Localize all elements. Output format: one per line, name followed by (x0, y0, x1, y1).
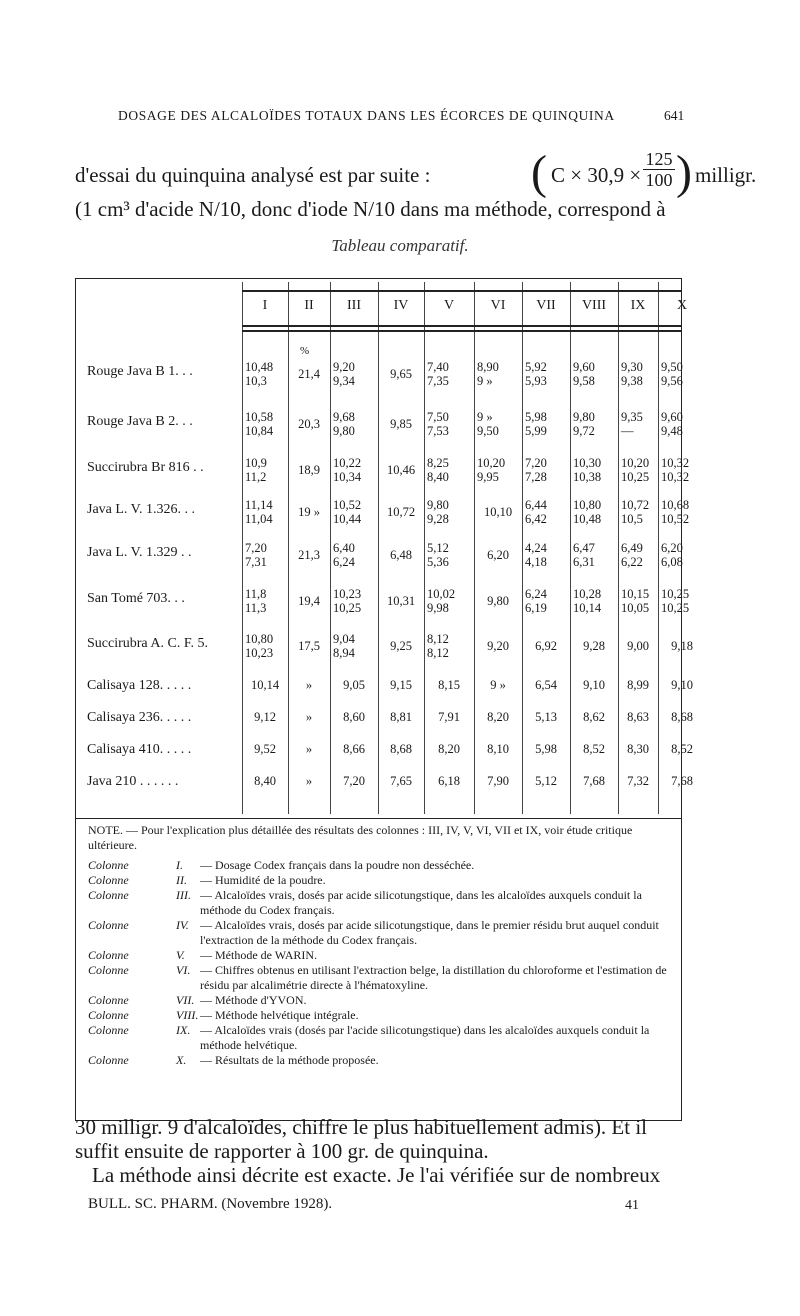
row-label: Succirubra A. C. F. 5. (87, 636, 208, 651)
table-cell-value: 8,12 (427, 646, 449, 660)
table-cell: 8,68 (671, 710, 693, 724)
table-cell-pair (661, 498, 705, 526)
fraction-denominator: 100 (645, 170, 673, 190)
table-cell-pair (245, 632, 287, 660)
table-cell-pair (573, 456, 617, 484)
table-cell-value: 10,68 (661, 498, 690, 512)
table-cell-pair (525, 410, 569, 438)
legend-desc: — Alcaloïdes vrais, dosés par acide silicotungstique, dans le premier résidu brut auquel conduit l'extraction de la méthode du Codex français. (200, 918, 659, 947)
row-label: Rouge Java B 1. . . (87, 364, 193, 379)
column-rule (330, 282, 331, 814)
table-cell-pair (661, 456, 705, 484)
table-cell-value: 10,48 (245, 360, 274, 374)
table-cell: 8,15 (438, 678, 460, 692)
legend-num: VII. (176, 993, 195, 1007)
table-cell-value: 11,04 (245, 512, 273, 526)
table-cell-value: 9,60 (573, 360, 595, 374)
right-paren: ) (676, 146, 692, 199)
table-cell-value: 10,3 (245, 374, 267, 388)
table-cell-value: 10,02 (427, 587, 456, 601)
table-cell-value: 10,72 (621, 498, 650, 512)
table-cell-pair (661, 541, 705, 569)
table-cell-value: 10,28 (573, 587, 602, 601)
table-cell-pair (427, 632, 473, 660)
table-cell-pair (427, 456, 473, 484)
table-cell: » (305, 678, 313, 692)
table-cell-value: 9 » (477, 410, 493, 424)
table-cell-value: 8,12 (427, 632, 449, 646)
table-cell-value: 8,94 (333, 646, 355, 660)
table-cell-value: 10,52 (333, 498, 362, 512)
table-cell: 9,18 (671, 639, 693, 653)
table-cell-value: 10,25 (661, 601, 690, 615)
table-cell: 7,65 (390, 774, 412, 788)
table-cell-value: 5,93 (525, 374, 547, 388)
legend-col: Colonne (88, 1023, 129, 1037)
column-rule (570, 282, 571, 814)
column-header: VIII (581, 298, 607, 313)
table-cell: 8,10 (487, 742, 509, 756)
table-cell-value: 9,72 (573, 424, 595, 438)
table-cell-value: 5,92 (525, 360, 547, 374)
table-cell: 8,99 (627, 678, 649, 692)
column-rule (242, 282, 243, 814)
table-cell-pair (333, 360, 377, 388)
column-header: III (347, 298, 361, 313)
table-cell-value: 6,24 (333, 555, 355, 569)
table-cell-value: 10,25 (333, 601, 362, 615)
column-header: IX (630, 298, 646, 313)
table-cell: » (305, 710, 313, 724)
table-cell: 8,81 (390, 710, 412, 724)
table-cell-value: 9,20 (333, 360, 355, 374)
table-cell: 8,66 (343, 742, 365, 756)
table-note: NOTE. — Pour l'explication plus détaillée des résultats des colonnes : III, IV, V, VI, VII et IX, voir étude critique ultérieure. (88, 823, 633, 852)
table-cell: 8,40 (254, 774, 276, 788)
legend-num: X. (176, 1053, 187, 1067)
column-header: V (443, 298, 455, 313)
table-cell-value: 6,19 (525, 601, 547, 615)
page-number: 641 (664, 108, 685, 123)
table-cell-value: 10,20 (477, 456, 506, 470)
table-cell-value: 10,38 (573, 470, 602, 484)
legend-desc: — Résultats de la méthode proposée. (200, 1053, 379, 1067)
table-cell-value: 5,36 (427, 555, 449, 569)
table-cell-pair (477, 410, 521, 438)
legend-col: Colonne (88, 1053, 129, 1067)
table-cell-value: 6,22 (621, 555, 643, 569)
table-cell-value: 11,3 (245, 601, 267, 615)
table-cell-value: 10,58 (245, 410, 274, 424)
body-line-2: suffit ensuite de rapporter à 100 gr. de quinquina. (75, 1139, 489, 1163)
table-cell-value: 9,50 (477, 424, 499, 438)
table-cell: 18,9 (298, 463, 320, 477)
legend-desc: — Méthode helvétique intégrale. (200, 1008, 359, 1022)
table-cell-value: 10,23 (245, 646, 274, 660)
table-cell: 21,3 (298, 548, 320, 562)
table-cell: 7,68 (671, 774, 693, 788)
header-rule (242, 325, 682, 327)
table-cell: » (305, 742, 313, 756)
table-cell-value: 6,40 (333, 541, 355, 555)
row-label: Rouge Java B 2. . . (87, 414, 193, 429)
table-cell: 10,72 (386, 505, 416, 519)
table-cell-value: 9,48 (661, 424, 683, 438)
table-cell-pair (245, 360, 287, 388)
table-cell-pair (427, 541, 473, 569)
table-cell-pair (477, 456, 521, 484)
legend-desc: — Alcaloïdes vrais (dosés par l'acide silicotungstique) dans les alcaloïdes auxquels conduit la méthode helvétique. (200, 1023, 650, 1052)
table-cell-value: — (621, 424, 634, 438)
column-header: X (676, 298, 688, 313)
table-cell: 17,5 (298, 639, 320, 653)
legend-num: V. (176, 948, 185, 962)
table-cell-pair (477, 360, 521, 388)
row-label: Calisaya 128. . . . . (87, 678, 192, 693)
table-cell-pair (525, 498, 569, 526)
table-cell-value: 10,25 (661, 587, 690, 601)
column-rule (522, 282, 523, 814)
legend-col: Colonne (88, 948, 129, 962)
column-header: VII (536, 298, 556, 313)
table-cell-pair (333, 410, 377, 438)
table-cell: 8,52 (671, 742, 693, 756)
legend-desc: — Méthode de WARIN. (200, 948, 318, 962)
table-cell-value: 9 » (477, 374, 493, 388)
table-cell: 21,4 (298, 367, 320, 381)
table-cell-value: 10,52 (661, 512, 690, 526)
legend-col: Colonne (88, 1008, 129, 1022)
table-cell: 8,20 (487, 710, 509, 724)
table-caption: Tableau comparatif. (331, 236, 469, 255)
table-cell: 9,52 (254, 742, 276, 756)
legend-desc: — Chiffres obtenus en utilisant l'extraction belge, la distillation du chloroforme et l'estimation de résidu par alcalimétrie directe à l'hématoxyline. (200, 963, 667, 992)
table-cell-value: 5,99 (525, 424, 547, 438)
table-cell-value: 7,20 (525, 456, 547, 470)
table-cell-value: 10,25 (621, 470, 650, 484)
table-cell-pair (245, 410, 287, 438)
table-cell: 9 » (490, 678, 506, 692)
table-cell-value: 10,32 (661, 456, 690, 470)
legend-col: Colonne (88, 873, 129, 887)
table-cell-value: 6,31 (573, 555, 595, 569)
table-cell-value: 10,9 (245, 456, 267, 470)
intro-line-2: (1 cm³ d'acide N/10, donc d'iode N/10 dans ma méthode, correspond à (75, 197, 666, 221)
running-header: DOSAGE DES ALCALOÏDES TOTAUX DANS LES ÉCORCES DE QUINQUINA (118, 108, 615, 123)
table-cell-pair (525, 541, 569, 569)
row-label: Java L. V. 1.326. . . (87, 502, 195, 517)
table-cell: 9,25 (390, 639, 412, 653)
table-cell-value: 5,12 (427, 541, 449, 555)
legend-col: Colonne (88, 918, 129, 932)
table-cell: 7,32 (627, 774, 649, 788)
table-cell: 9,15 (390, 678, 412, 692)
table-cell: 6,18 (438, 774, 460, 788)
table-cell-value: 7,28 (525, 470, 547, 484)
table-cell: 8,52 (583, 742, 605, 756)
table-cell-value: 9,80 (427, 498, 449, 512)
table-cell-value: 10,80 (573, 498, 602, 512)
table-cell-value: 4,24 (525, 541, 547, 555)
table-cell-value: 9,68 (333, 410, 355, 424)
table-cell-value: 7,40 (427, 360, 449, 374)
table-cell-value: 7,31 (245, 555, 267, 569)
table-cell: » (305, 774, 313, 788)
table-cell: 8,30 (627, 742, 649, 756)
header-rule (242, 290, 682, 292)
table-cell-value: 9,80 (333, 424, 355, 438)
formula-expression: C × 30,9 × (551, 163, 642, 187)
table-cell-value: 6,44 (525, 498, 547, 512)
table-cell-pair (661, 587, 705, 615)
table-cell: 9,12 (254, 710, 276, 724)
table-cell-pair (245, 456, 287, 484)
table-cell: 6,48 (390, 548, 412, 562)
legend-num: I. (176, 858, 183, 872)
table-cell-value: 7,35 (427, 374, 449, 388)
table-cell-pair (427, 410, 473, 438)
table-cell-value: 5,98 (525, 410, 547, 424)
row-label: Calisaya 410. . . . . (87, 742, 192, 757)
table-cell: 8,60 (343, 710, 365, 724)
row-label: Java 210 . . . . . . (87, 774, 179, 789)
table-cell: 10,31 (386, 594, 416, 608)
table-cell-value: 9,98 (427, 601, 449, 615)
legend-num: VI. (176, 963, 191, 977)
table-cell-value: 10,48 (573, 512, 602, 526)
row-label: Calisaya 236. . . . . (87, 710, 192, 725)
table-cell-value: 4,18 (525, 555, 547, 569)
footer-number: 41 (625, 1198, 639, 1213)
table-cell: 7,90 (487, 774, 509, 788)
table-cell-value: 9,58 (573, 374, 595, 388)
table-cell-pair (525, 587, 569, 615)
column-header: VI (490, 298, 506, 313)
table-cell: 6,92 (535, 639, 557, 653)
table-cell: 10,14 (250, 678, 280, 692)
body-line-3: La méthode ainsi décrite est exacte. Je l'ai vérifiée sur de nombreux (92, 1163, 661, 1187)
table-cell-value: 9,80 (573, 410, 595, 424)
column-rule (618, 282, 619, 814)
table-cell-value: 7,50 (427, 410, 449, 424)
column-header: IV (393, 298, 409, 313)
table-cell-pair (245, 498, 287, 526)
table-cell-value: 8,25 (427, 456, 449, 470)
table-cell-value: 10,05 (621, 601, 650, 615)
table-cell-pair (333, 498, 377, 526)
table-cell: 5,13 (535, 710, 557, 724)
table-cell: 9,05 (343, 678, 365, 692)
table-cell-pair (333, 456, 377, 484)
table-cell-value: 10,32 (661, 470, 690, 484)
table-cell: 9,85 (390, 417, 412, 431)
table-cell-value: 8,40 (427, 470, 449, 484)
legend-col: Colonne (88, 993, 129, 1007)
table-cell-value: 9,30 (621, 360, 643, 374)
table-cell-pair (621, 456, 657, 484)
table-cell: 8,20 (438, 742, 460, 756)
row-label: Java L. V. 1.329 . . (87, 545, 192, 560)
journal-footer: BULL. SC. PHARM. (Novembre 1928). (88, 1196, 333, 1212)
row-label: Succirubra Br 816 . . (87, 460, 204, 475)
table-cell: 8,63 (627, 710, 649, 724)
table-cell: 9,80 (487, 594, 509, 608)
fraction-numerator: 125 (643, 150, 675, 170)
table-cell-pair (573, 587, 617, 615)
table-cell-pair (573, 498, 617, 526)
table-cell-value: 10,15 (621, 587, 650, 601)
table-cell-value: 10,84 (245, 424, 274, 438)
table-cell-pair (621, 498, 657, 526)
legend-num: IX. (176, 1023, 191, 1037)
table-cell-pair (621, 410, 657, 438)
legend-col: Colonne (88, 858, 129, 872)
table-cell-value: 6,49 (621, 541, 643, 555)
table-cell: 9,10 (583, 678, 605, 692)
column-header: I (262, 298, 268, 313)
table-cell: 19,4 (298, 594, 320, 608)
table-cell: 7,91 (438, 710, 460, 724)
table-cell-value: 11,2 (245, 470, 267, 484)
table-cell-value: 9,35 (621, 410, 643, 424)
table-cell: 8,68 (390, 742, 412, 756)
table-cell-value: 6,24 (525, 587, 547, 601)
table-cell-value: 10,22 (333, 456, 362, 470)
table-cell-value: 9,38 (621, 374, 643, 388)
percent-sign: % (300, 345, 310, 357)
table-cell-pair (427, 587, 473, 615)
table-cell-value: 10,20 (621, 456, 650, 470)
table-cell-pair (621, 541, 657, 569)
table-cell: 7,20 (343, 774, 365, 788)
table-cell-value: 7,20 (245, 541, 267, 555)
table-cell-pair (525, 456, 569, 484)
legend-num: IV. (176, 918, 189, 932)
formula-line (75, 146, 775, 200)
table-cell: 9,20 (487, 639, 509, 653)
table-cell-value: 10,23 (333, 587, 362, 601)
table-cell-value: 9,60 (661, 410, 683, 424)
legend-col: Colonne (88, 888, 129, 902)
formula-unit: milligr. (695, 163, 757, 187)
table-cell-pair (661, 410, 705, 438)
table-cell-value: 9,34 (333, 374, 355, 388)
table-cell-pair (245, 541, 287, 569)
table-cell: 7,68 (583, 774, 605, 788)
table-cell-pair (333, 632, 377, 660)
table-cell: 6,20 (487, 548, 509, 562)
table-cell-value: 9,28 (427, 512, 449, 526)
table-cell-value: 11,14 (245, 498, 273, 512)
table-cell-pair (621, 587, 657, 615)
table-cell-value: 10,30 (573, 456, 602, 470)
table-cell: 9,00 (627, 639, 649, 653)
table-cell-value: 10,80 (245, 632, 274, 646)
table-cell: 9,28 (583, 639, 605, 653)
formula-fraction (643, 150, 675, 189)
legend-desc: — Alcaloïdes vrais, dosés par acide silicotungstique, dans les alcaloïdes auxquels conduit la méthode du Codex français. (200, 888, 642, 917)
header-rule (242, 330, 682, 332)
table-cell: 9,10 (671, 678, 693, 692)
table-cell: 20,3 (298, 417, 320, 431)
column-header: II (304, 298, 314, 313)
table-cell-value: 10,44 (333, 512, 362, 526)
table-cell-value: 9,95 (477, 470, 499, 484)
table-cell: 10,10 (483, 505, 513, 519)
table-cell-pair (621, 360, 657, 388)
legend-desc: — Méthode d'YVON. (200, 993, 307, 1007)
table-cell-pair (427, 498, 473, 526)
table-cell-pair (573, 360, 617, 388)
table-cell-pair (573, 541, 617, 569)
left-paren: ( (531, 146, 547, 199)
table-cell-value: 9,56 (661, 374, 683, 388)
table-cell-pair (245, 587, 287, 615)
table-cell-value: 6,08 (661, 555, 683, 569)
legend-num: VIII. (176, 1008, 199, 1022)
legend-col: Colonne (88, 963, 129, 977)
table-cell-pair (525, 360, 569, 388)
table-cell-value: 6,20 (661, 541, 683, 555)
column-rule (658, 282, 659, 814)
table-cell-value: 10,34 (333, 470, 362, 484)
table-cell-value: 10,5 (621, 512, 643, 526)
table-cell: 19 » (298, 505, 320, 519)
column-rule (424, 282, 425, 814)
table-cell: 5,98 (535, 742, 557, 756)
legend-num: III. (176, 888, 191, 902)
table-cell: 6,54 (535, 678, 557, 692)
table-cell-value: 9,50 (661, 360, 683, 374)
table-cell-pair (333, 587, 377, 615)
table-cell: 5,12 (535, 774, 557, 788)
table-cell-value: 7,53 (427, 424, 449, 438)
row-label: San Tomé 703. . . (87, 591, 185, 606)
legend-num: II. (176, 873, 187, 887)
legend-desc: — Humidité de la poudre. (200, 873, 326, 887)
table-cell-value: 9,04 (333, 632, 355, 646)
table-cell-value: 11,8 (245, 587, 267, 601)
table-cell: 9,65 (390, 367, 412, 381)
table-cell-value: 6,42 (525, 512, 547, 526)
table-cell: 8,62 (583, 710, 605, 724)
table-cell-pair (661, 360, 705, 388)
intro-text: d'essai du quinquina analysé est par suite : (75, 163, 431, 187)
table-cell: 10,46 (386, 463, 416, 477)
body-line-1: 30 milligr. 9 d'alcaloïdes, chiffre le plus habituellement admis). Et il (75, 1115, 648, 1139)
table-cell-value: 8,90 (477, 360, 499, 374)
table-cell-pair (427, 360, 473, 388)
table-cell-pair (333, 541, 377, 569)
table-cell-value: 6,47 (573, 541, 595, 555)
legend-desc: — Dosage Codex français dans la poudre non desséchée. (200, 858, 475, 872)
table-cell-pair (573, 410, 617, 438)
table-cell-value: 10,14 (573, 601, 602, 615)
